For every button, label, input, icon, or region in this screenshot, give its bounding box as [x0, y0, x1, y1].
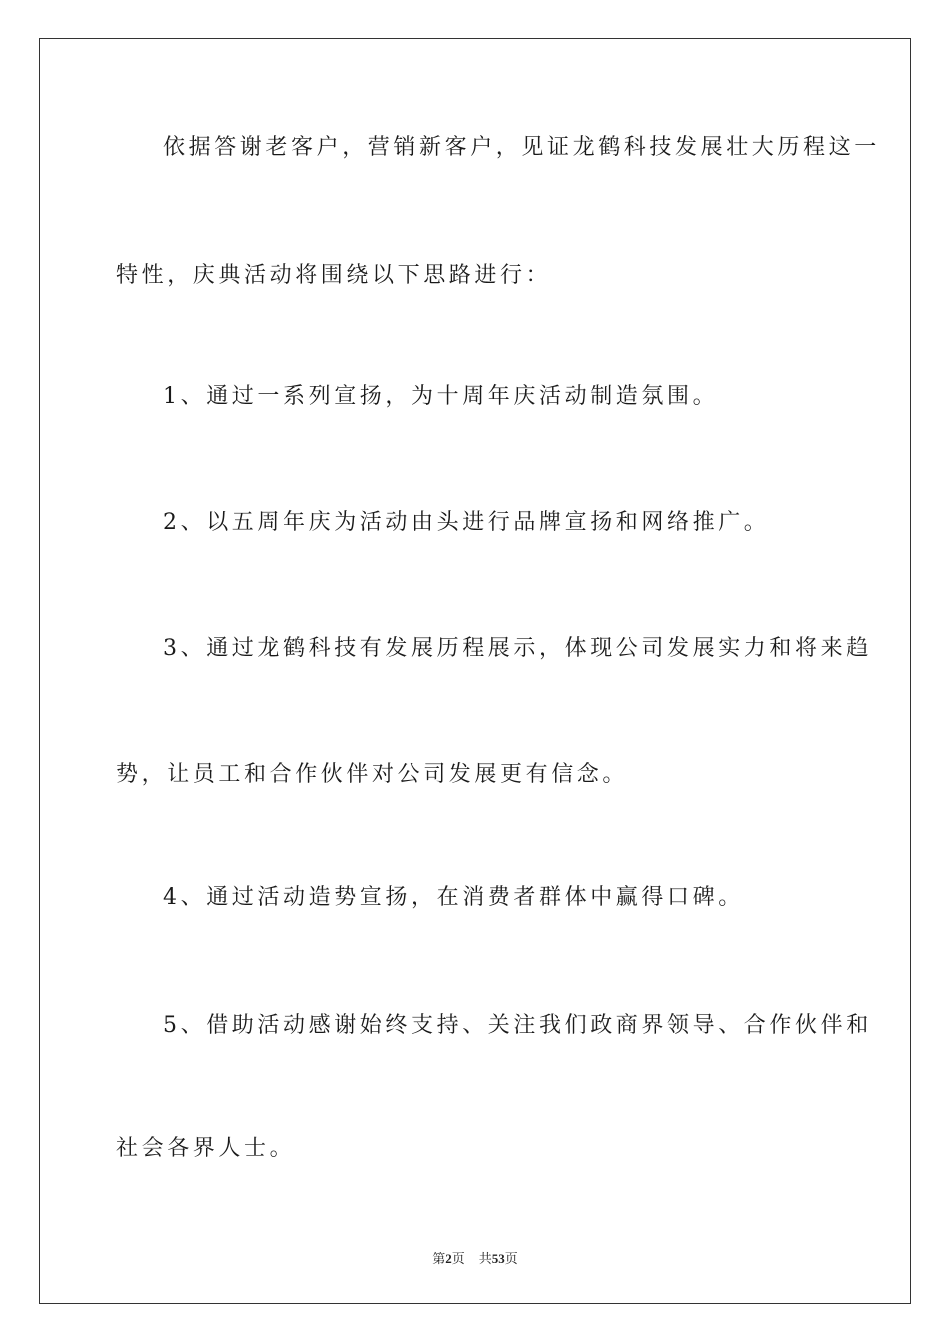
paragraph-line-2: 特性，庆典活动将围绕以下思路进行： — [116, 263, 552, 288]
paragraph-line-4: 2、以五周年庆为活动由头进行品牌宣扬和网络推广。 — [163, 510, 770, 535]
page-suffix: 页 — [451, 1251, 465, 1266]
paragraph-line-6: 势，让员工和合作伙伴对公司发展更有信念。 — [116, 762, 629, 787]
paragraph-line-8: 5、借助活动感谢始终支持、关注我们政商界领导、合作伙伴和 — [163, 1013, 872, 1038]
paragraph-line-3: 1、通过一系列宣扬，为十周年庆活动制造氛围。 — [163, 384, 719, 409]
page-footer — [0, 1248, 950, 1267]
page-prefix: 第 — [432, 1251, 446, 1266]
total-pages: 53 — [491, 1251, 505, 1266]
page-border — [39, 38, 911, 1304]
paragraph-line-9: 社会各界人士。 — [116, 1136, 296, 1161]
paragraph-line-7: 4、通过活动造势宣扬，在消费者群体中赢得口碑。 — [163, 885, 744, 910]
total-prefix: 共 — [478, 1251, 492, 1266]
paragraph-line-5: 3、通过龙鹤科技有发展历程展示，体现公司发展实力和将来趋 — [163, 636, 872, 661]
page-number: 2 — [445, 1251, 452, 1266]
paragraph-line-1: 依据答谢老客户，营销新客户，见证龙鹤科技发展壮大历程这一 — [163, 135, 880, 160]
total-suffix: 页 — [504, 1251, 518, 1266]
